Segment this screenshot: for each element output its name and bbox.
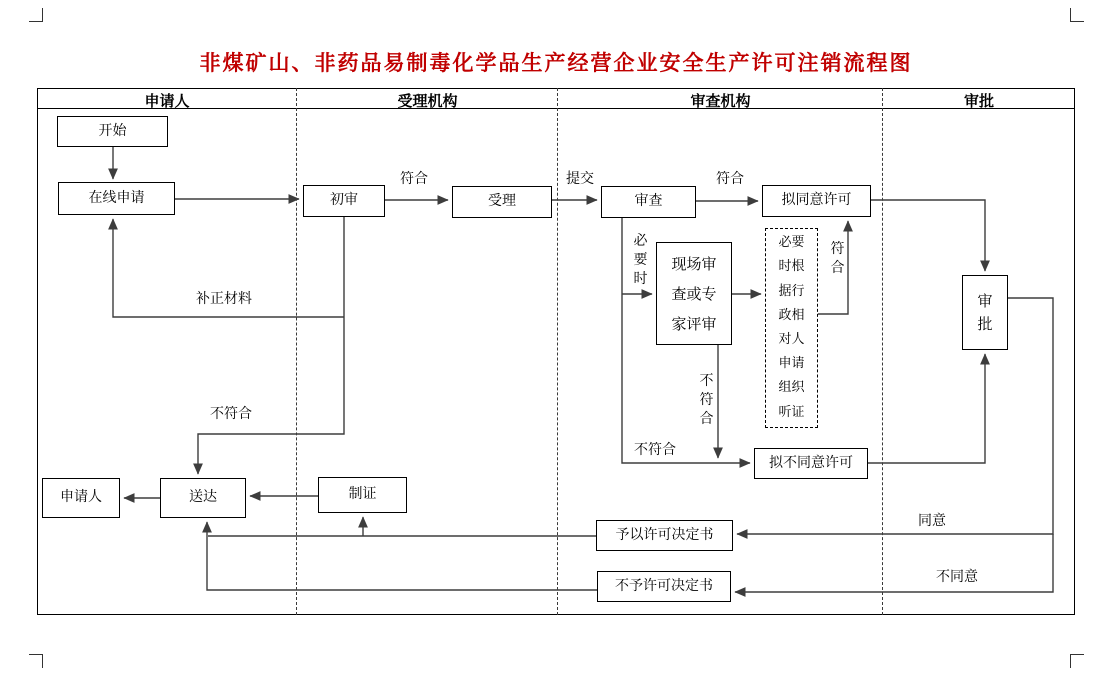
edge-label-supplement-materials: 补正材料 <box>196 291 252 307</box>
node-onsite-review: 现场审查或专家评审 <box>656 242 732 345</box>
lane-divider <box>557 88 558 615</box>
page-corner-mark <box>1070 654 1084 668</box>
lane-header-accepting-agency: 受理机构 <box>397 92 458 110</box>
page-corner-mark <box>29 654 43 668</box>
lane-divider <box>296 88 297 615</box>
node-accept: 受理 <box>452 186 552 218</box>
node-approve: 审批 <box>962 275 1008 350</box>
edge-label-not-conform-first: 不符合 <box>210 406 252 422</box>
node-grant-decision: 予以许可决定书 <box>596 520 733 551</box>
edge-label-conform-first: 符合 <box>400 171 428 187</box>
edge-label-submit: 提交 <box>566 171 594 187</box>
lane-header-approval: 审批 <box>963 92 994 110</box>
node-propose-deny: 拟不同意许可 <box>754 448 868 479</box>
node-deny-decision: 不予许可决定书 <box>597 571 731 602</box>
node-first-review: 初审 <box>303 185 385 217</box>
node-start: 开始 <box>57 116 168 147</box>
edge-label-conform-hearing: 符合 <box>830 241 845 276</box>
page-title: 非煤矿山、非药品易制毒化学品生产经营企业安全生产许可注销流程图 <box>199 51 913 75</box>
page-corner-mark <box>1070 8 1084 22</box>
edge-label-when-necessary: 必要时 <box>633 233 648 287</box>
node-applicant: 申请人 <box>42 478 120 518</box>
lane-header-review-agency: 审查机构 <box>690 92 751 110</box>
edge-label-not-conform-review: 不符合 <box>634 442 676 458</box>
lane-divider <box>882 88 883 615</box>
node-propose-approve: 拟同意许可 <box>762 185 871 217</box>
lane-header-applicant: 申请人 <box>144 92 190 110</box>
edge-label-disagree: 不同意 <box>936 569 978 585</box>
node-online-apply: 在线申请 <box>58 182 175 215</box>
edge-label-conform-review: 符合 <box>716 171 744 187</box>
edge-label-not-conform-onsite: 不符合 <box>699 373 714 427</box>
node-review: 审查 <box>601 186 696 218</box>
node-hearing-dashed: 必要时根据行政相对人申请组织听证 <box>765 228 818 428</box>
node-deliver: 送达 <box>160 478 246 518</box>
edge-label-agree: 同意 <box>918 513 946 529</box>
node-certify: 制证 <box>318 477 407 513</box>
swimlane-frame <box>37 88 1075 615</box>
page-corner-mark <box>29 8 43 22</box>
